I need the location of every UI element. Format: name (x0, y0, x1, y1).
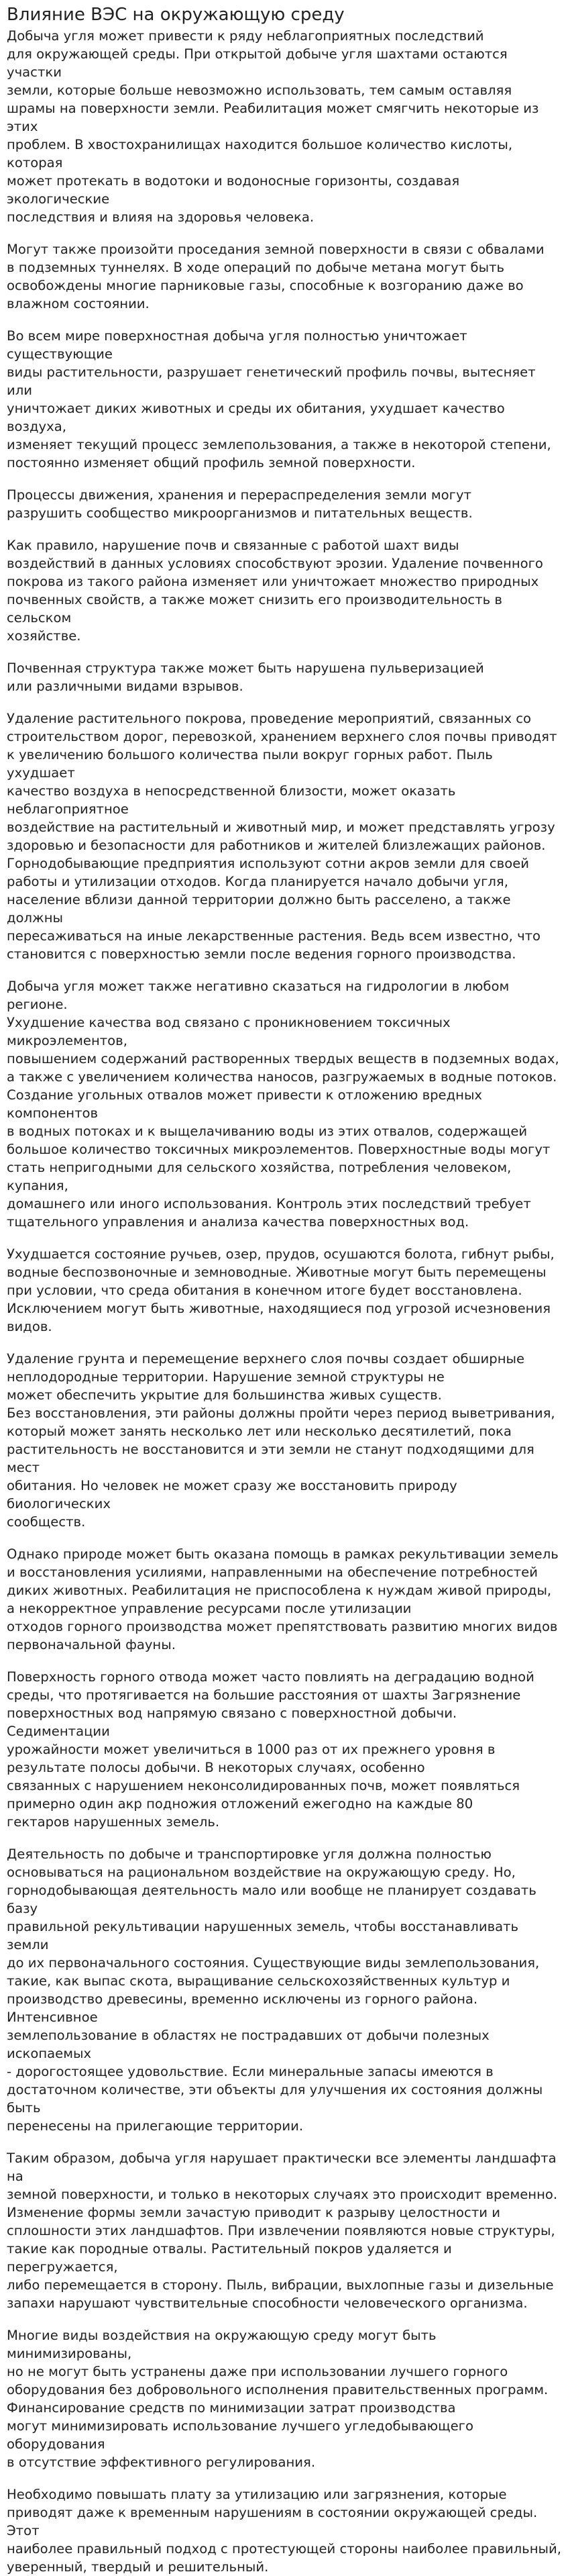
paragraph: Таким образом, добыча угля нарушает практически все элементы ландшафта на земной поверхности, и только в некоторых случаях это происходит временно. Изменение формы земли зачастую приводит к разрыву целостности и сплошности этих ландшафтов. При извлечении появляются новые структуры, такие как породные отвалы. Растительный покров удаляется и перегружается, либо перемещается в сторону. Пыль, вибрации, выхлопные газы и дизельные запахи нарушают чувствительные способности человеческого организма. (7, 2150, 558, 2311)
paragraph: Как правило, нарушение почв и связанные с работой шахт виды воздействий в данных условиях способствуют эрозии. Удаление почвенного покрова из такого района изменяет или уничтожает множество природных почвенных свойств, а также может снизить его производительность в сельском хозяйстве. (7, 538, 543, 644)
paragraph: Деятельность по добыче и транспортировке угля должна полностью основываться на рациональном воздействие на окружающую среду. Но, горнодобывающая деятельность мало или вообще не планирует создавать базу правильной рекультивации нарушенных земель, чтобы восстанавливать земли до их первоначального состояния. Существующие виды землепользования, такие, как выпас скота, выращивание сельскохозяйственных культур и производство древесины, временно исключены из горного района. Интенсивное землепользование в областях не пострадавших от добычи полезных ископаемых - дорогостоящее удовольствие. Если минеральные запасы имеются в достаточном количестве, эти объекты для улучшения их состояния должны быть перенесены на прилегающие территории. (7, 1846, 543, 2134)
paragraph: Почвенная структура также может быть нарушена пульверизацией или различными видами взрывов. (7, 660, 484, 694)
paragraph: Процессы движения, хранения и перераспределения земли могут разрушить сообщество микроорганизмов и питательных веществ. (7, 487, 473, 521)
paragraph: Поверхность горного отвода может часто повлиять на деградацию водной среды, что протягивается на большие расстояния от шахты Загрязнение поверхностных вод напрямую связано с поверхностной добычи. Седиментации урожайности может увеличиться в 1000 раз от их прежнего уровня в результате полосы добычи. В некоторых случаях, особенно связанных с нарушением неконсолидированных почв, может появляться примерно один акр подножия отложений ежегодно на каждые 80 гектаров нарушенных земель. (7, 1669, 534, 1830)
paragraph: Добыча угля может также негативно сказаться на гидрологии в любом регионе. Ухудшение качества вод связано с проникновением токсичных микроэлементов, повышением содержаний растворенных твердых веществ в подземных водах, а также с увеличением количества наносов, разгружаемых в водные потоков. Создание угольных отвалов может привести к отложению вредных компонентов в водных потоках и к выщелачиванию воды из этих отвалов, содержащей большое количество токсичных микроэлементов. Поверхностные воды могут стать непригодными для сельского хозяйства, потребления человеком, купания, домашнего или иного использования. Контроль этих последствий требует тщательного управления и анализа качества поверхностных вод. (7, 979, 559, 1230)
article-title: Влияние ВЭС на окружающую среду (7, 5, 345, 25)
paragraph: Удаление растительного покрова, проведение мероприятий, связанных со строительством дорог, перевозкой, хранением верхнего слоя почвы приводят к увеличению большого количества пыли вокруг горных работ. Пыль ухудшает качество воздуха в непосредственной близости, может оказать неблагоприятное воздействие на растительный и животный мир, и может представлять угрозу здоровью и безопасности для работников и жителей близлежащих районов. Горнодобывающие предприятия используют сотни акров земли для своей работы и утилизации отходов. Когда планируется начало добычи угля, население вблизи данной территории должно быть расселено, а также должны пересаживаться на иные лекарственные растения. Ведь всем известно, что становится с поверхностью земли после ведения горного производства. (7, 711, 557, 962)
paragraph: Могут также произойти проседания земной поверхности в связи с обвалами в подземных туннелях. В ходе операций по добыче метана могут быть освобождены многие парниковые газы, способные к возгоранию даже во влажном состоянии. (7, 242, 545, 311)
paragraph: Многие виды воздействия на окружающую среду могут быть минимизированы, но не могут быть устранены даже при использовании лучшего горного оборудования без добровольного исполнения правительственных программ. Финансирование средств по минимизации затрат производства могут минимизировать использование лучшего угледобывающего оборудования в отсутствие эффективного регулирования. (7, 2328, 549, 2470)
paragraph: Необходимо повышать плату за утилизацию или загрязнения, которые приводят даже к временным нарушениям в состоянии окружающей среды. Этот наиболее правильный подход с протестующей стороны наиболее правильный, уверенный, твердый и решительный. (7, 2487, 561, 2575)
paragraph: Однако природе может быть оказана помощь в рамках рекультивации земель и восстановления усилиями, направленными на обеспечение потребностей диких животных. Реабилитация не приспособлена к нуждам живой природы, а некорректное управление ресурсами после утилизации отходов горного производства может препятствовать развитию многих видов первоначальной фауны. (7, 1546, 559, 1652)
paragraph: Ухудшается состояние ручьев, озер, прудов, осушаются болота, гибнут рыбы, водные беспозвоночные и земноводные. Животные могут быть перемещены при условии, что среда обитания в конечном итоге будет восстановлена. Исключением могут быть животные, находящиеся под угрозой исчезновения видов. (7, 1246, 555, 1334)
paragraph: Удаление грунта и перемещение верхнего слоя почвы создает обширные неплодородные территории. Нарушение земной структуры не может обеспечить укрытие для большинства живых существ. Без восстановления, эти районы должны пройти через период выветривания, который может занять несколько лет или несколько десятилетий, пока растительность не восстановится и эти земли не станут подходящими для мест обитания. Но человек не может сразу же восстановить природу биологических сообществ. (7, 1351, 555, 1530)
paragraph: Добыча угля может привести к ряду неблагоприятных последствий для окружающей среды. При открытой добыче угля шахтами остаются участки земли, которые больше невозможно использовать, тем самым оставляя шрамы на поверхности земли. Реабилитация может смягчить некоторые из этих проблем. В хвостохранилищах находится большое количество кислоты, которая может протекать в водотоки и водоносные горизонты, создавая экологические последствия и влияя на здоровья человека. (7, 28, 539, 225)
paragraph: Во всем мире поверхностная добыча угля полностью уничтожает существующие виды растительности, разрушает генетический профиль почвы, вытесняет или уничтожает диких животных и среды их обитания, ухудшает качество воздуха, изменяет текущий процесс землепользования, а также в некоторой степени, постоянно изменяет общий профиль земной поверхности. (7, 328, 551, 470)
